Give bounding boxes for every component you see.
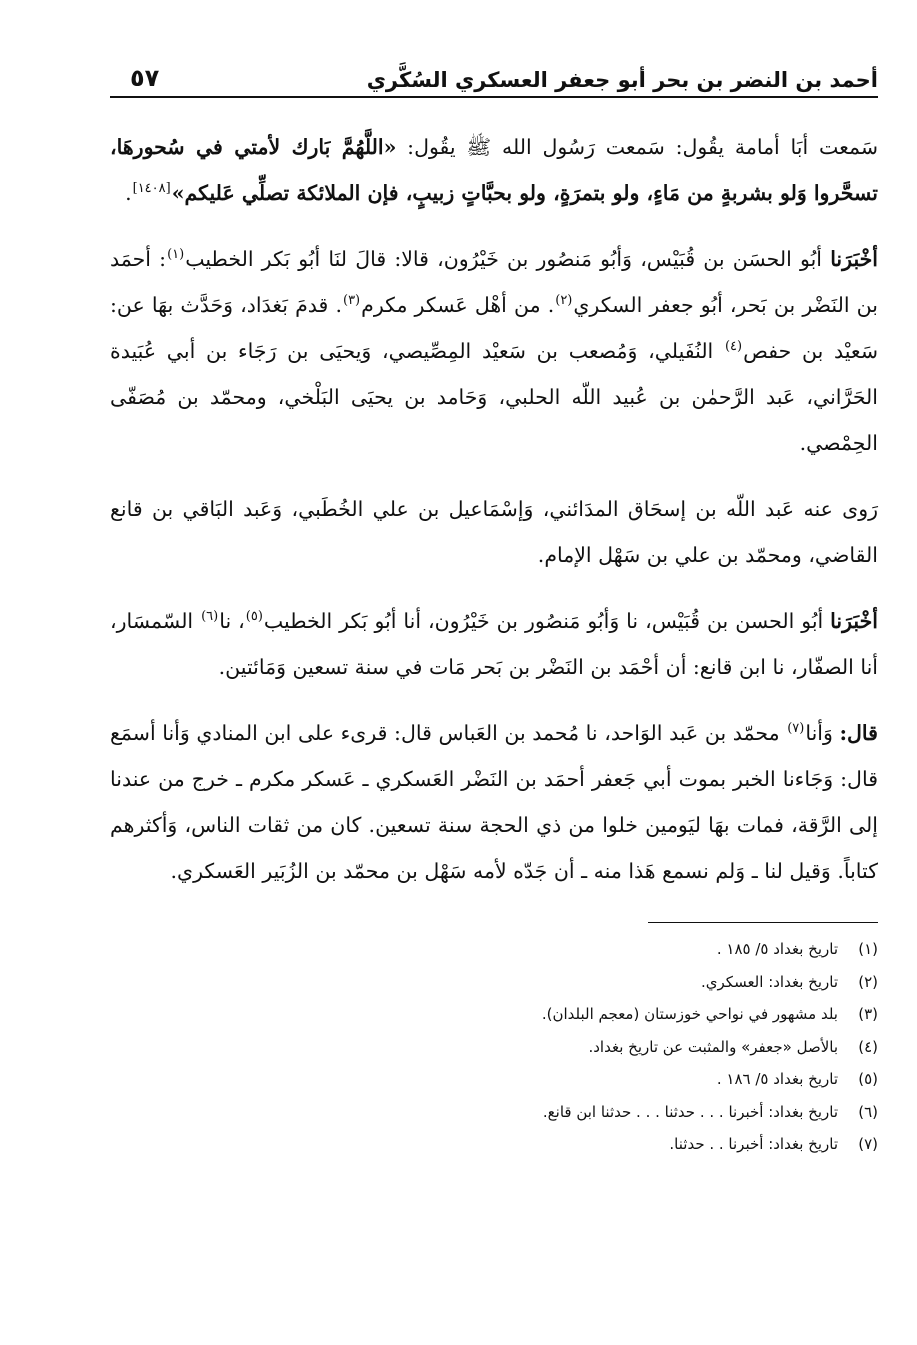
- text-segment: وَأنا: [805, 721, 840, 745]
- footnote: [110, 998, 878, 1031]
- page-number: ٥٧: [130, 64, 160, 92]
- paragraph: [110, 124, 878, 216]
- footnote-text: تاريخ بغداد ٥/ ١٨٥ .: [716, 940, 838, 958]
- footnote-ref: (٧): [787, 721, 805, 737]
- text-segment: السّمسَار، أنا الصفّار، نا ابن قانع: أن أحْمَد بن النَضْر بن بَحر مَات في سنة تسعين وَمَائتين.: [110, 609, 878, 679]
- text-segment: سَمعت أبَا أمامة يقُول: سَمعت رَسُول الله ﷺ يقُول:: [396, 135, 879, 159]
- text-segment: : أحمَد بن النَضْر بن بَحر، أبُو جعفر السكري: [110, 247, 878, 317]
- lead-word: قال:: [839, 721, 878, 745]
- footnote-text: بالأصل «جعفر» والمثبت عن تاريخ بغداد.: [588, 1037, 838, 1056]
- footnote-text: تاريخ بغداد: أخبرنا . . حدثنا.: [669, 1135, 838, 1153]
- paragraph: [110, 236, 878, 466]
- paragraph: [110, 486, 878, 578]
- book-page: [110, 48, 878, 1161]
- lead-word: أخْبَرَنا: [830, 247, 879, 271]
- footnote-separator: [648, 922, 878, 923]
- paragraph: [110, 710, 878, 894]
- footnote-ref: (١): [167, 247, 185, 263]
- footnote-ref: (٣): [342, 293, 361, 309]
- footnote-ref: (٥): [245, 609, 263, 625]
- hadith-number: [١٤٠٨]: [132, 181, 171, 197]
- footnote-number: (١): [858, 940, 878, 958]
- footnote-text: تاريخ بغداد: أخبرنا . . . حدثنا . . . حدثنا ابن قانع.: [542, 1102, 838, 1121]
- text-segment: أبُو الحسن بن قُبَيْس، نا وَأبُو مَنصُور بن خَيْرُون، أنا أبُو بَكر الخطيب: [263, 609, 831, 633]
- text-segment: النُفَيلي، وَمُصعب بن سَعيْد المِصِّيصي، وَيحيَى بن رَجَاء بن أبي عُبَيدة الحَرَّاني، عَبد الرَّحمٰن بن عُبيد اللّه الحلبي، وَحَامد بن يحيَى البَلْخي، ومحمّد بن مُصَفّى الحِمْصي.: [110, 339, 878, 455]
- footnote: [110, 1031, 878, 1064]
- text-segment: أبُو الحسَن بن قُبَيْس، وَأبُو مَنصُور بن خَيْرُون، قالا: قالَ لنَا أبُو بَكر الخطيب: [185, 247, 831, 271]
- text-segment: محمّد بن عَبد الوَاحد، نا مُحمد بن العَباس قال: قرىء على ابن المنادي وَأنا أسمَع قال: وَجَاءنا الخبر بموت أبي جَعفر أحمَد بن النَضْر العَسكري ـ عَسكر مكرم ـ خرج من عندنا إلى الرَّقة، فمات بهَا ليَومين خلوا من ذي الحجة سنة تسعين. كان من ثقات الناس، وَأكثرهم كتاباً. وَقيل لنا ـ وَلم نسمع هَذا منه ـ أن جَدّه لأمه سَهْل بن محمّد بن الزُبَير العَسكري.: [110, 721, 878, 883]
- text-segment: .: [125, 181, 132, 205]
- text-segment: رَوى عنه عَبد اللّه بن إسحَاق المدَائني، وَإسْمَاعيل بن علي الخُطَبي، وَعَبد البَاقي بن قانع القاضي، ومحمّد بن علي بن سَهْل الإمام.: [110, 497, 878, 567]
- footnotes: [110, 933, 878, 1161]
- footnote: [110, 1096, 878, 1129]
- footnote-number: (٢): [858, 972, 878, 991]
- paragraph: [110, 598, 878, 690]
- footnote-number: (٥): [858, 1070, 878, 1088]
- footnote: [110, 933, 878, 966]
- running-title: أحمد بن النضر بن بحر أبو جعفر العسكري السُكَّري: [366, 68, 878, 92]
- body-text: [110, 124, 878, 894]
- footnote-number: (٧): [858, 1135, 878, 1153]
- text-segment: . من أهْل عَسكر مكرم: [361, 293, 555, 317]
- footnote-ref: (٢): [555, 293, 573, 309]
- footnote-text: تاريخ بغداد: العسكري.: [701, 972, 838, 991]
- footnote-text: بلد مشهور في نواحي خوزستان (معجم البلدان).: [541, 1005, 838, 1023]
- page-header: [110, 48, 878, 98]
- hadith-quote: «اللَّهُمَّ بَارك لأمتي في سُحورهَا، تسحَّروا وَلو بشربةٍ من مَاءٍ، ولو بتمرَةٍ، ولو بحبَّاتٍ زبيبٍ، فإن الملائكة تصلِّي عَليكم»: [110, 135, 878, 205]
- text-segment: . قدمَ بَغدَاد، وَحَدَّث بهَا عن: سَعيْد بن حفص: [110, 293, 879, 363]
- footnote-ref: (٤): [724, 339, 743, 355]
- text-segment: ، نا: [219, 609, 245, 633]
- footnote: [110, 1063, 878, 1096]
- footnote: [110, 966, 878, 999]
- footnote-number: (٤): [858, 1037, 878, 1056]
- lead-word: أخْبَرَنا: [830, 609, 878, 633]
- footnote-number: (٦): [858, 1102, 878, 1121]
- footnote-text: تاريخ بغداد ٥/ ١٨٦ .: [716, 1070, 838, 1088]
- footnote: [110, 1128, 878, 1161]
- footnote-number: (٣): [858, 1005, 878, 1023]
- footnote-ref: (٦): [201, 609, 219, 625]
